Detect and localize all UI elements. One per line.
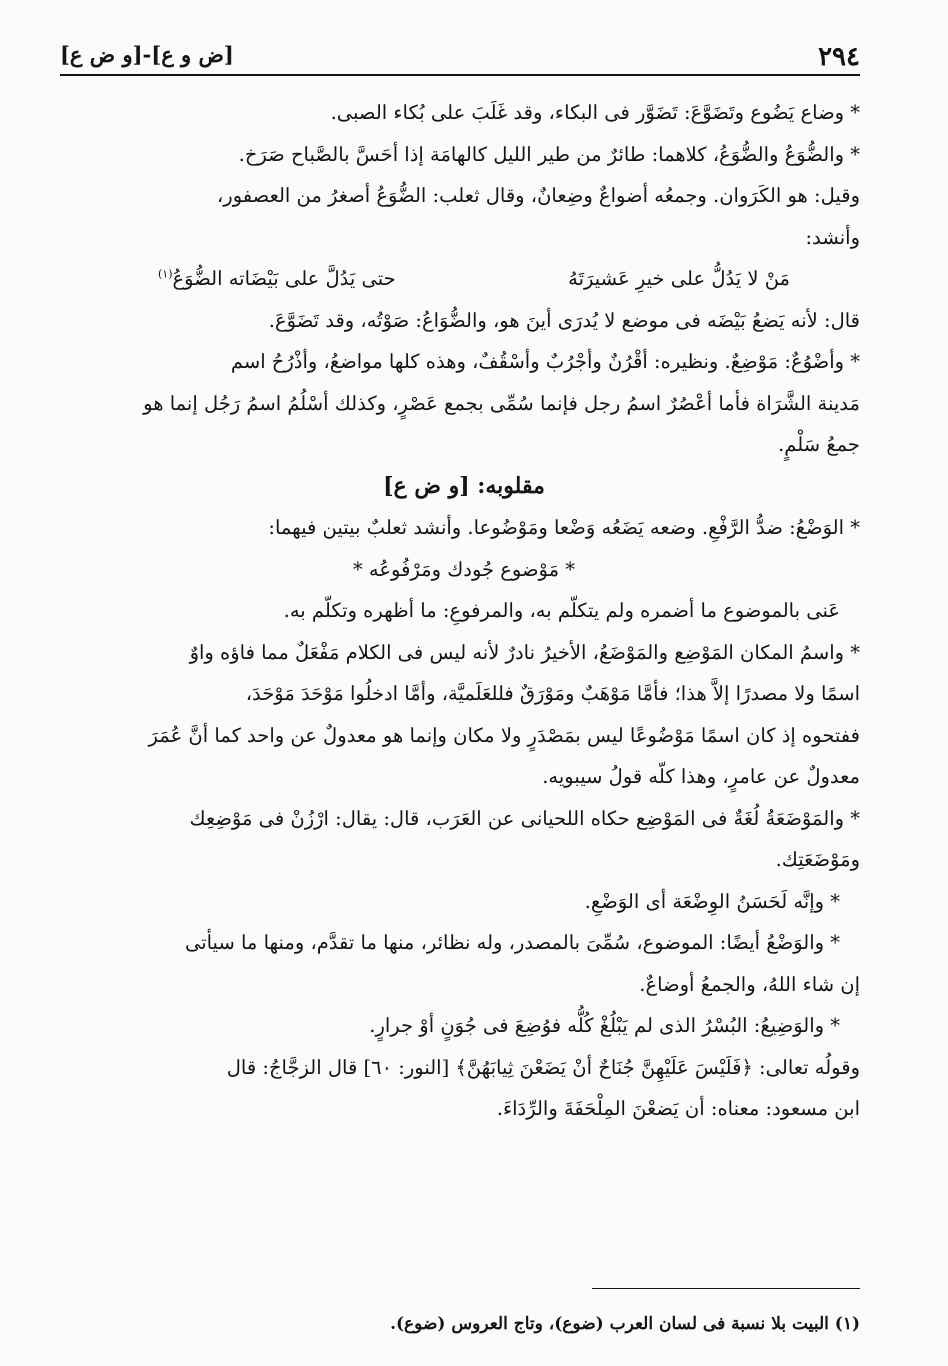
- text-line: ومَوْضَعَتِك.: [775, 848, 860, 871]
- entry-paragraph: * والوَضْعُ أيضًا: الموضوع، سُمِّىَ بالمصدر، وله نظائر، منها ما تقدَّم، ومنها ما سيأتى: [184, 931, 840, 954]
- text-line: اسمًا ولا مصدرًا إلاَّ هذا؛ فأمَّا مَوْهَبٌ ومَوْرَقٌ فللعَلَميَّة، وأمَّا ادخلُوا مَوْحَدَ مَوْحَدَ،: [245, 682, 860, 705]
- text-line: قال: لأنه يَضعُ بَيْضَه فى موضع لا يُدرَى أينَ هو، والضُّوَاعُ: صَوْتُه، وقد تَضَوَّعَ.: [268, 308, 860, 332]
- text-line: وقيل: هو الكَرَوان. وجمعُه أضواعٌ وضِعانٌ، وقال ثعلب: الضُّوَعُ أصغرُ من العصفور،: [217, 184, 860, 207]
- text-line: وأنشد:: [805, 225, 860, 249]
- entry-paragraph: * واسمُ المكان المَوْضِع والمَوْضَعُ، الأخيرُ نادرٌ لأنه ليس فى الكلام مَفْعَلٌ مما فاؤه واوٌ: [189, 640, 860, 664]
- entry-paragraph: * وإنَّه لَحَسَنُ الوِضْعَة أى الوَضْعِ.: [584, 889, 840, 913]
- text-line: ففتحوه إذ كان اسمًا مَوْضُوعًا ليس بمَصْدَرٍ ولا مكان وإنما هو معدولٌ عن واحد كما أنَّ عُمَرَ: [148, 723, 860, 747]
- verse-hemistich-first: مَنْ لا يَدُلُّ على خيرِ عَشيرَتَهُ: [568, 267, 790, 290]
- footnote: (١) البيت بلا نسبة فى لسان العرب (ضوع)، وتاج العروس (ضوع).: [390, 1314, 860, 1334]
- entry-paragraph: * وأضْوُعٌ: مَوْضِعٌ. ونظيره: أقْرُنٌ وأجْرُبٌ وأسْقُفٌ، وهذه كلها مواضعُ، وأذْرُحُ اسم: [230, 350, 860, 373]
- running-head: [ض و ع]-[و ض ع]: [60, 42, 234, 67]
- entry-paragraph: * والوَضِيعُ: البُسْرُ الذى لم يَبْلُغْ كُلُّه فوُضِعَ فى جُوَنٍ أوْ جرارٍ.: [369, 1014, 840, 1037]
- text-line: إن شاء اللهُ، والجمعُ أوضاعٌ.: [639, 972, 860, 996]
- entry-paragraph: * والمَوْضَعَةُ لُغَةٌ فى المَوْضِع حكاه اللحيانى عن العَرَب، قال: يقال: ارْزُنْ فى مَوْضِعِك: [189, 806, 860, 830]
- text-line: مَدينة الشَّرَاة فأما أعْصُرٌ اسمُ رجل فإنما سُمِّى بجمع عَصْرٍ، وكذلك أسْلُمُ اسمُ رَجُل إنما هو: [143, 391, 860, 415]
- quoted-verse: * مَوْضوع جُودك ومَرْفُوعُه *: [352, 557, 576, 581]
- footnote-marker: (١): [158, 267, 173, 281]
- entry-paragraph: * والضُّوَعُ والضُّوَعُ، كلاهما: طائرٌ من طير الليل كالهامَة إذا أحَسَّ بالصَّباح صَرَخ.: [238, 142, 860, 166]
- text-line: معدولٌ عن عامرٍ، وهذا كلّه قولُ سيبويه.: [542, 765, 860, 788]
- text-line: عَنى بالموضوع ما أضمره ولم يتكلّم به، والمرفوعِ: ما أظهره وتكلّم به.: [283, 599, 840, 622]
- page-header: [60, 38, 860, 76]
- page-number: ٢٩٤: [818, 42, 860, 72]
- footnote-divider: [592, 1288, 860, 1289]
- text-line: وقولُه تعالى: ﴿فَلَيْسَ عَلَيْهِنَّ جُنَاحٌ أنْ يَضَعْنَ ثِيابَهُنَّ﴾ [النور: ٦٠] قال الزجَّاجُ: قال: [226, 1055, 860, 1079]
- section-title: مقلوبه: [و ض ع]: [383, 472, 545, 499]
- verse-hemistich-second: [158, 258, 396, 300]
- entry-paragraph: * وضاع يَضُوع وتَضَوَّعَ: تَضَوَّر فى البكاء، وقد غَلَبَ على بُكاء الصبى.: [330, 101, 860, 124]
- text-line: جمعُ سَلْمٍ.: [778, 433, 860, 456]
- poetry-verse: [68, 258, 860, 300]
- page-body: [68, 92, 860, 1130]
- verse-text: حتى يَدُلَّ على بَيْضَاته الضُّوَعُ: [172, 267, 396, 290]
- text-line: ابن مسعود: معناه: أن يَضعْنَ المِلْحَفَةَ والرِّدَاءَ.: [496, 1097, 860, 1120]
- entry-paragraph: * الوَضْعُ: ضدُّ الرَّفْعِ. وضعه يَضَعُه وَضْعا ومَوْضُوعا. وأنشد ثعلبٌ بيتين فيهما:: [268, 516, 860, 539]
